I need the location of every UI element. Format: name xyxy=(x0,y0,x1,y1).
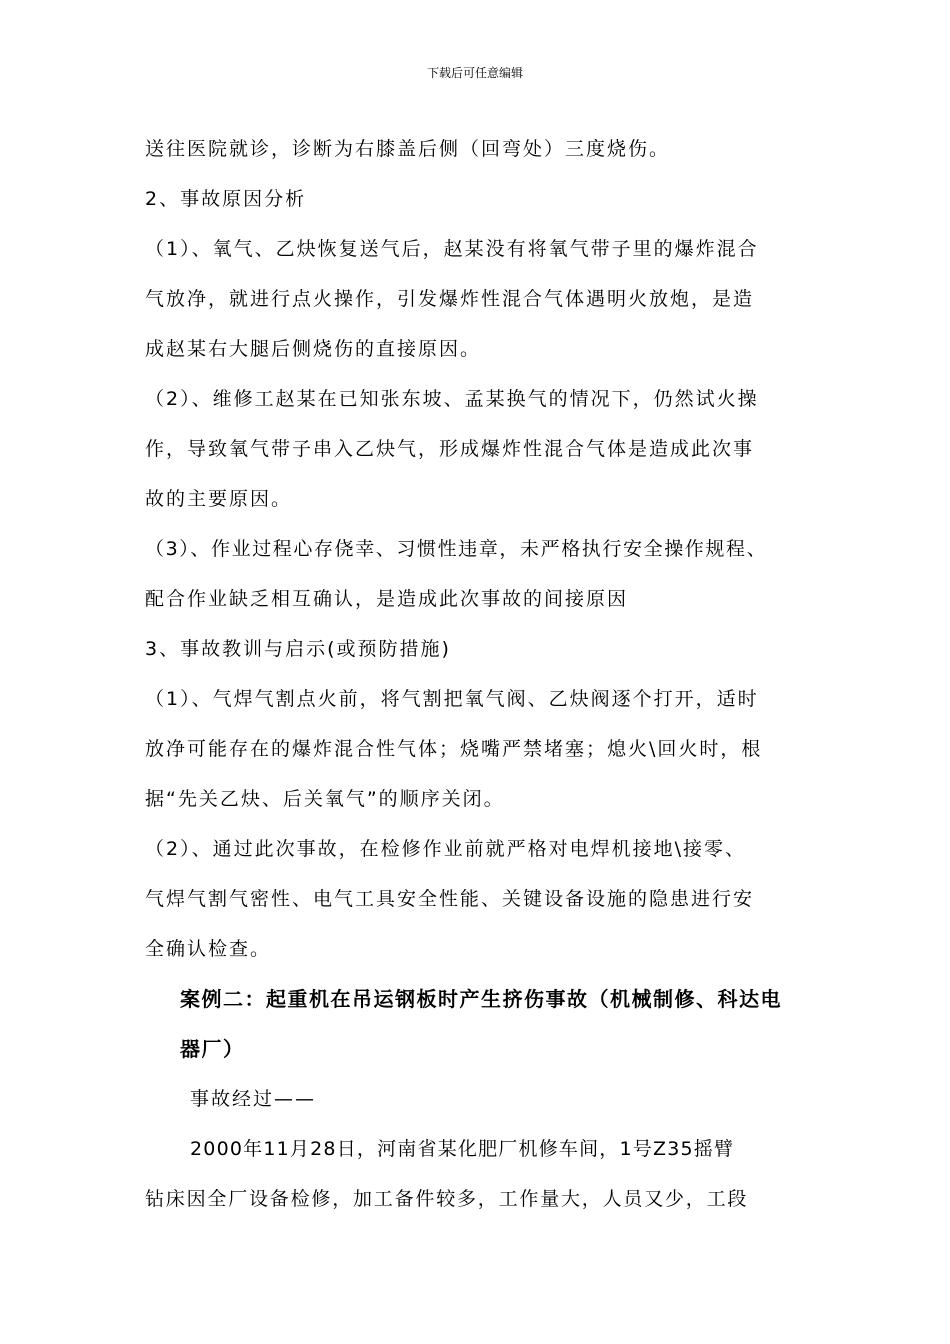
paragraph-line: 2000年11月28日，河南省某化肥厂机修车间，1号Z35摇臂 xyxy=(190,1138,735,1160)
text-line: （2）、通过此次事故，在检修作业前就严格对电焊机接地\接零、 xyxy=(145,838,746,860)
text-line: 全确认检查。 xyxy=(145,938,272,960)
text-line: 气焊气割气密性、电气工具安全性能、关键设备设施的隐患进行安 xyxy=(145,888,755,910)
page-header-note: 下载后可任意编辑 xyxy=(426,66,523,80)
case-title-line-2: 器厂） xyxy=(180,1037,245,1061)
text-line: 作，导致氧气带子串入乙炔气，形成爆炸性混合气体是造成此次事 xyxy=(145,438,755,460)
paragraph-line: 钻床因全厂设备检修，加工备件较多，工作量大，人员又少，工段 xyxy=(145,1188,749,1210)
text-line: （1）、气焊气割点火前，将气割把氧气阀、乙炔阀逐个打开，适时 xyxy=(145,688,759,710)
section-heading-lessons: 3、事故教训与启示(或预防措施) xyxy=(145,638,451,660)
text-line: （3）、作业过程心存侥幸、习惯性违章，未严格执行安全操作规程、 xyxy=(145,538,768,560)
process-label: 事故经过—— xyxy=(190,1088,317,1110)
case-title-line-1: 案例二：起重机在吊运钢板时产生挤伤事故（机械制修、科达电 xyxy=(180,987,782,1011)
text-line: 成赵某右大腿后侧烧伤的直接原因。 xyxy=(145,338,482,360)
text-line: 送往医院就诊，诊断为右膝盖后侧（回弯处）三度烧伤。 xyxy=(145,138,671,160)
text-line: 故的主要原因。 xyxy=(145,488,293,510)
text-line: （2）、维修工赵某在已知张东坡、孟某换气的情况下，仍然试火操 xyxy=(145,388,759,410)
text-line: 气放净，就进行点火操作，引发爆炸性混合气体遇明火放炮，是造 xyxy=(145,288,755,310)
text-line: 配合作业缺乏相互确认，是造成此次事故的间接原因 xyxy=(145,588,629,610)
section-heading-cause: 2、事故原因分析 xyxy=(145,188,307,210)
text-line: 据“先关乙炔、后关氧气”的顺序关闭。 xyxy=(145,788,505,810)
text-line: （1）、氧气、乙炔恢复送气后，赵某没有将氧气带子里的爆炸混合 xyxy=(145,238,759,260)
text-line: 放净可能存在的爆炸混合性气体；烧嘴严禁堵塞；熄火\回火时，根 xyxy=(145,738,763,760)
